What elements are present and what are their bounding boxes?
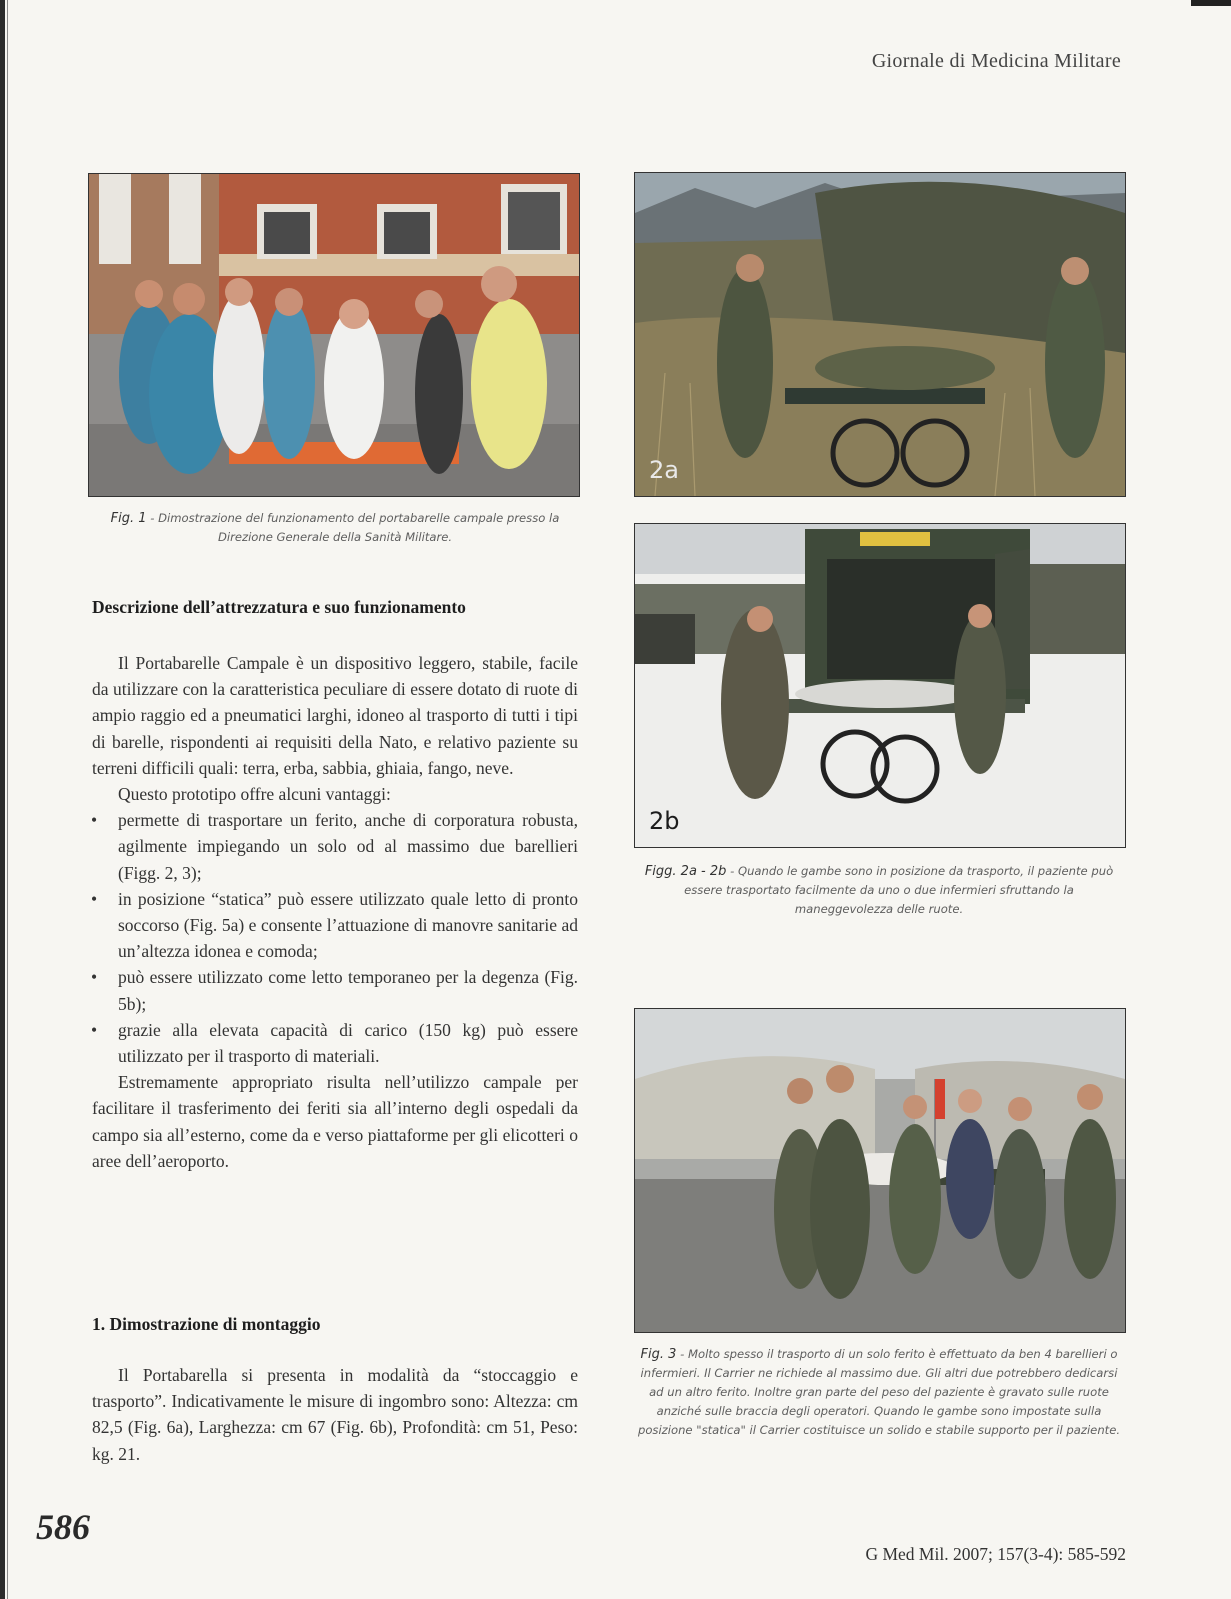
advantages-list (118, 807, 578, 1069)
figure-2-caption (644, 862, 1114, 919)
figure-1-photo (88, 173, 580, 497)
list-item: • in posizione “statica” può essere utilizzato quale letto di pronto soccorso (Fig. 5a) e consente l’attuazione di manovre sanitarie ad un’altezza idonea e comoda; (118, 886, 578, 965)
subsection-paragraph-1: Il Portabarella si presenta in modalità da “stoccaggio e trasporto”. Indicativamente le misure di ingombro sono: Altezza: cm 82,5 (Fig. 6a), Larghezza: cm 67 (Fig. 6b), Profondità: cm 51, Peso: kg. 21. (92, 1365, 578, 1464)
journal-citation: G Med Mil. 2007; 157(3-4): 585-592 (865, 1544, 1126, 1564)
figure-3-photo (634, 1008, 1126, 1333)
subsection-body (92, 1362, 578, 1467)
crop-mark (1191, 0, 1231, 6)
section-paragraph-3: Estremamente appropriato risulta nell’utilizzo campale per facilitare il trasferimento dei feriti sia all’interno degli ospedali da campo sia all’esterno, come da e verso piattaforme per gli elicotteri o aree dell’aeroporto. (92, 1072, 578, 1171)
figure-2-caption-label: Figg. 2a - 2b (644, 864, 727, 879)
figure-2a-label: 2a (649, 456, 679, 484)
journal-running-header: Giornale di Medicina Militare (871, 50, 1121, 72)
list-item: • grazie alla elevata capacità di carico (150 kg) può essere utilizzato per il trasporto di materiali. (118, 1017, 578, 1069)
figure-3-caption (636, 1345, 1122, 1440)
figure-3-caption-text: - Molto spesso il trasporto di un solo ferito è effettuato da ben 4 barellieri o infermieri. Il Carrier ne richiede al massimo due. Gli altri due potrebbero dedicarsi ad un altro ferito. Inoltre gran parte del peso del paziente è gravato sulle ruote anziché sulle braccia degli operatori. Quando le gambe sono impostate sulla posizione "statica" il Carrier costituisce un solido e stabile supporto per il paziente. (637, 1347, 1121, 1437)
section-paragraph-1: Il Portabarelle Campale è un dispositivo leggero, stabile, facile da utilizzare con la caratteristica peculiare di essere dotato di ruote di ampio raggio ed a pneumatici larghi, idoneo al trasporto di tutti i tipi di barelle, rispondenti ai requisiti della Nato, e relativo paziente su terreni difficili quali: terra, erba, sabbia, ghiaia, fango, neve. (92, 653, 578, 778)
section-body (92, 650, 578, 1174)
section-paragraph-2: Questo prototipo offre alcuni vantaggi: (118, 784, 391, 805)
figure-1-caption-label: Fig. 1 (110, 511, 147, 526)
figure-2b-label: 2b (649, 807, 680, 835)
page-number: 586 (36, 1507, 90, 1547)
binding-edge-line (7, 0, 8, 1599)
figure-2b-photo (634, 523, 1126, 848)
subsection-heading: 1. Dimostrazione di montaggio (92, 1314, 321, 1334)
figure-3-caption-label: Fig. 3 (640, 1347, 677, 1362)
list-item: • permette di trasportare un ferito, anche di corporatura robusta, agilmente impiegando un solo od al massimo due barellieri (Figg. 2, 3); (118, 807, 578, 886)
figure-2-caption-text: - Quando le gambe sono in posizione da trasporto, il paziente può essere trasportato facilmente da uno o due infermieri sfruttando la maneggevolezza delle ruote. (684, 864, 1114, 916)
figure-1-caption (100, 509, 570, 547)
binding-edge (0, 0, 5, 1599)
figure-2a-photo (634, 172, 1126, 497)
figure-1-caption-text: - Dimostrazione del funzionamento del portabarelle campale presso la Direzione Generale della Sanità Militare. (146, 511, 560, 544)
section-heading: Descrizione dell’attrezzatura e suo funzionamento (92, 597, 466, 617)
list-item: • può essere utilizzato come letto temporaneo per la degenza (Fig. 5b); (118, 964, 578, 1016)
